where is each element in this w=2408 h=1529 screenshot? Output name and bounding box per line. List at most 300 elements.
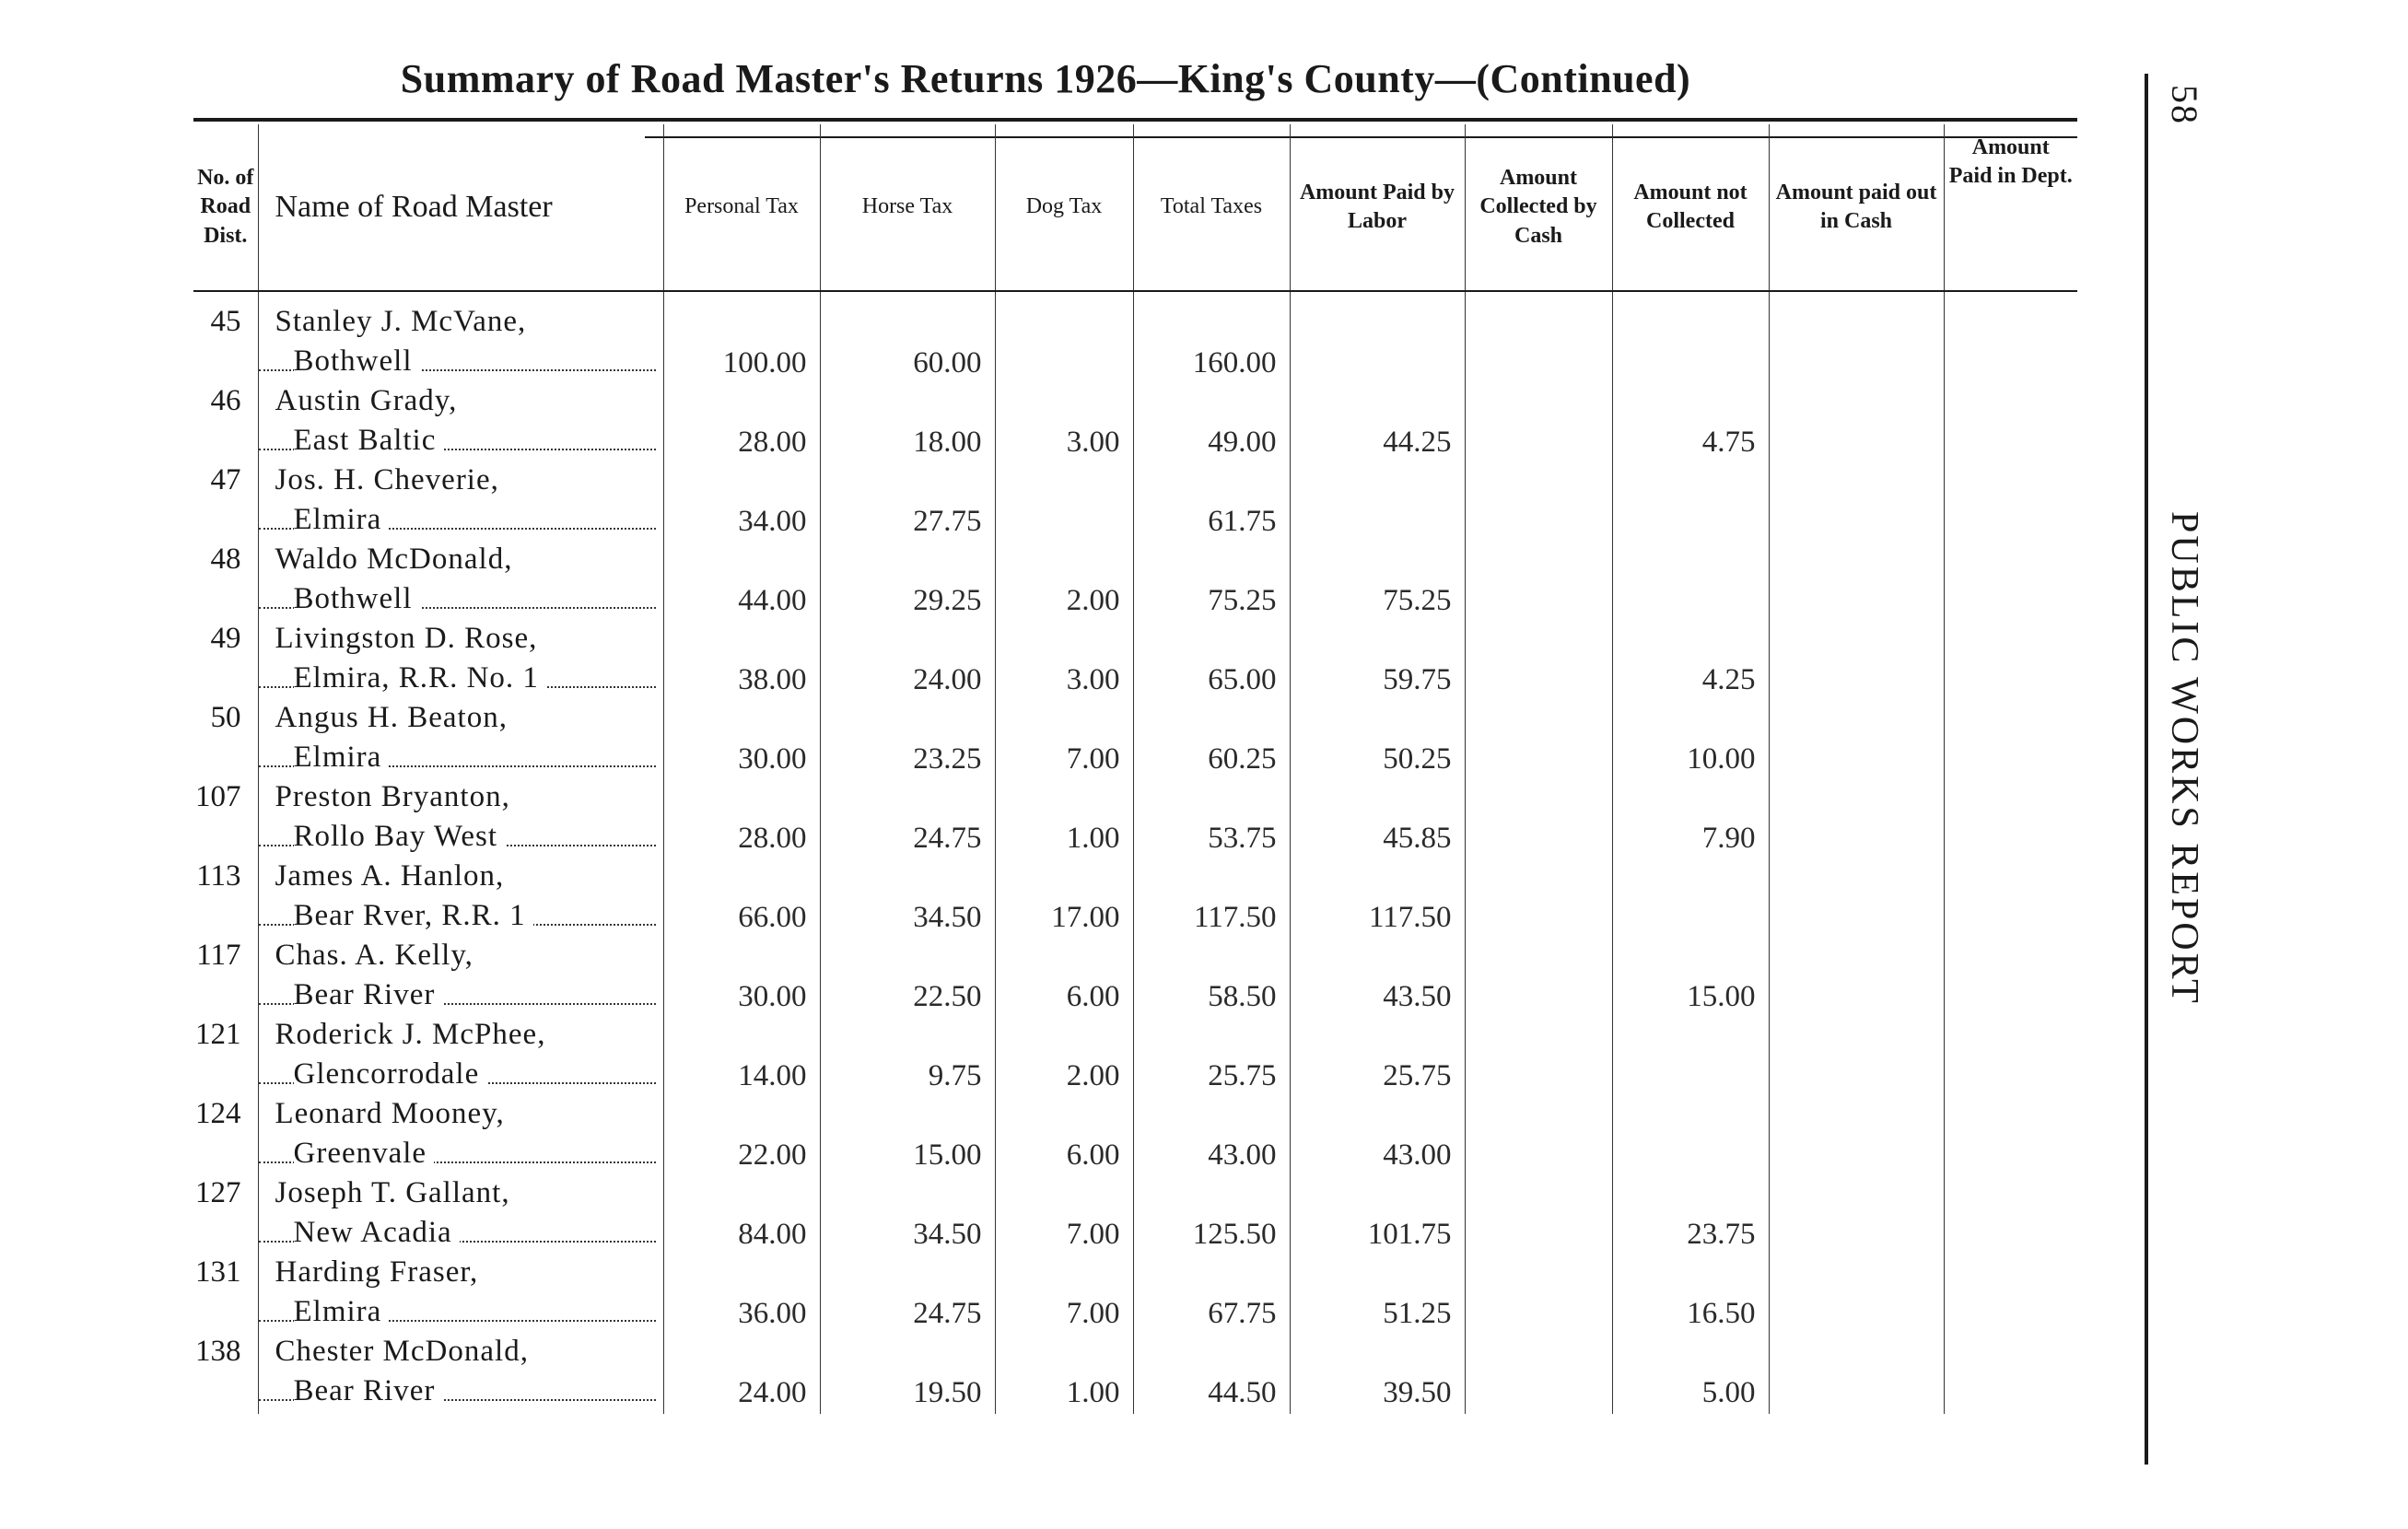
road-master-place: Glencorrodale (294, 1057, 487, 1091)
road-master-cell (258, 780, 663, 859)
table-row (193, 1018, 2077, 1097)
road-master-cell (258, 1176, 663, 1255)
dog-tax-cell (995, 1176, 1133, 1255)
dog-tax-cell (995, 859, 1133, 939)
header-collected-by-cash: Amount Collected by Cash (1465, 124, 1612, 290)
header-road-dist: No. of Road Dist. (197, 166, 254, 248)
amount-value: 53.75 (1208, 822, 1277, 855)
paid-by-labor-cell (1290, 463, 1465, 543)
road-master-cell (258, 622, 663, 701)
not-collected-cell (1612, 859, 1769, 939)
paid-in-dept-cell (1944, 939, 2077, 1018)
amount-value: 45.85 (1383, 822, 1452, 855)
header-top-rule (193, 118, 2077, 122)
horse-tax-cell (820, 543, 995, 622)
road-master-name: Preston Bryanton, (275, 780, 510, 813)
paid-by-labor-cell (1290, 1255, 1465, 1335)
road-master-cell (258, 859, 663, 939)
amount-value: 18.00 (913, 426, 982, 459)
road-dist-number: 121 (195, 1018, 241, 1051)
paid-out-cell (1769, 1176, 1944, 1255)
road-master-place: East Baltic (294, 424, 444, 458)
personal-tax-cell (663, 1255, 820, 1335)
header-not-collected: Amount not Collected (1612, 124, 1769, 290)
amount-value: 24.75 (913, 822, 982, 855)
collected-by-cash-cell (1465, 463, 1612, 543)
total-taxes-cell (1133, 1335, 1290, 1414)
paid-in-dept-cell (1944, 1176, 2077, 1255)
dog-tax-cell (995, 1335, 1133, 1414)
amount-value: 117.50 (1368, 901, 1452, 934)
horse-tax-cell (820, 463, 995, 543)
total-taxes-cell (1133, 543, 1290, 622)
road-dist-cell (193, 543, 258, 622)
amount-value: 50.25 (1383, 742, 1452, 776)
table-row (193, 939, 2077, 1018)
paid-out-cell (1769, 463, 1944, 543)
paid-out-cell (1769, 939, 1944, 1018)
amount-value: 38.00 (738, 663, 807, 696)
road-dist-number: 49 (210, 622, 241, 655)
not-collected-cell (1612, 1176, 1769, 1255)
personal-tax-cell (663, 1176, 820, 1255)
amount-value: 16.50 (1687, 1297, 1756, 1330)
amount-value: 25.75 (1383, 1059, 1452, 1092)
paid-by-labor-cell (1290, 1176, 1465, 1255)
horse-tax-cell (820, 701, 995, 780)
table-spacer-row (193, 292, 2077, 305)
amount-value: 67.75 (1208, 1297, 1277, 1330)
road-dist-cell (193, 1097, 258, 1176)
road-dist-number: 107 (195, 780, 241, 813)
road-dist-cell (193, 1018, 258, 1097)
amount-value: 34.00 (738, 505, 807, 538)
amount-value: 14.00 (738, 1059, 807, 1092)
amount-value: 125.50 (1192, 1218, 1277, 1251)
road-master-name: Leonard Mooney, (275, 1097, 505, 1130)
road-master-place: Rollo Bay West (294, 820, 506, 854)
road-dist-cell (193, 939, 258, 1018)
total-taxes-cell (1133, 1255, 1290, 1335)
road-master-place: Bear River (294, 978, 443, 1012)
dog-tax-cell (995, 1097, 1133, 1176)
amount-value: 61.75 (1208, 505, 1277, 538)
paid-by-labor-cell (1290, 859, 1465, 939)
dog-tax-cell (995, 305, 1133, 384)
not-collected-cell (1612, 939, 1769, 1018)
amount-value: 7.00 (1066, 1218, 1120, 1251)
road-master-name: Livingston D. Rose, (275, 622, 538, 655)
road-dist-number: 117 (196, 939, 241, 972)
paid-by-labor-cell (1290, 1335, 1465, 1414)
road-master-place: Bothwell (294, 344, 420, 379)
amount-value: 3.00 (1066, 663, 1120, 696)
dog-tax-cell (995, 939, 1133, 1018)
amount-value: 15.00 (1687, 980, 1756, 1013)
paid-in-dept-cell (1944, 463, 2077, 543)
amount-value: 23.25 (913, 742, 982, 776)
amount-value: 30.00 (738, 742, 807, 776)
road-master-name: Harding Fraser, (275, 1255, 479, 1289)
horse-tax-cell (820, 1335, 995, 1414)
amount-value: 49.00 (1208, 426, 1277, 459)
table-row (193, 701, 2077, 780)
amount-value: 10.00 (1687, 742, 1756, 776)
amount-value: 160.00 (1192, 346, 1277, 379)
road-master-cell (258, 939, 663, 1018)
not-collected-cell (1612, 384, 1769, 463)
paid-by-labor-cell (1290, 543, 1465, 622)
paid-out-cell (1769, 780, 1944, 859)
personal-tax-cell (663, 463, 820, 543)
collected-by-cash-cell (1465, 543, 1612, 622)
amount-value: 51.25 (1383, 1297, 1452, 1330)
personal-tax-cell (663, 701, 820, 780)
road-master-cell (258, 305, 663, 384)
not-collected-cell (1612, 543, 1769, 622)
road-master-place: Elmira, R.R. No. 1 (294, 661, 546, 695)
amount-value: 17.00 (1051, 901, 1120, 934)
paid-in-dept-cell (1944, 1255, 2077, 1335)
amount-value: 75.25 (1383, 584, 1452, 617)
amount-value: 34.50 (913, 901, 982, 934)
not-collected-cell (1612, 305, 1769, 384)
horse-tax-cell (820, 1255, 995, 1335)
paid-out-cell (1769, 305, 1944, 384)
horse-tax-cell (820, 305, 995, 384)
table-row (193, 543, 2077, 622)
header-paid-in-dept: Amount Paid in Dept. (1944, 124, 2077, 290)
road-master-cell (258, 384, 663, 463)
dog-tax-cell (995, 543, 1133, 622)
total-taxes-cell (1133, 1097, 1290, 1176)
table-row (193, 859, 2077, 939)
road-dist-number: 45 (210, 305, 241, 338)
road-master-name: James A. Hanlon, (275, 859, 505, 893)
road-master-name: Waldo McDonald, (275, 543, 513, 576)
amount-value: 22.00 (738, 1138, 807, 1172)
dog-tax-cell (995, 463, 1133, 543)
amount-value: 59.75 (1383, 663, 1452, 696)
amount-value: 36.00 (738, 1297, 807, 1330)
header-total-taxes: Total Taxes (1133, 124, 1290, 290)
paid-out-cell (1769, 622, 1944, 701)
road-master-cell (258, 1255, 663, 1335)
paid-out-cell (1769, 543, 1944, 622)
table-row (193, 1097, 2077, 1176)
amount-value: 30.00 (738, 980, 807, 1013)
collected-by-cash-cell (1465, 1176, 1612, 1255)
road-master-place: Elmira (294, 503, 390, 537)
road-dist-number: 113 (196, 859, 241, 893)
total-taxes-cell (1133, 305, 1290, 384)
paid-in-dept-cell (1944, 859, 2077, 939)
road-master-cell (258, 543, 663, 622)
amount-value: 27.75 (913, 505, 982, 538)
amount-value: 43.00 (1208, 1138, 1277, 1172)
table-body (193, 292, 2077, 1414)
not-collected-cell (1612, 1255, 1769, 1335)
amount-value: 6.00 (1066, 1138, 1120, 1172)
paid-in-dept-cell (1944, 384, 2077, 463)
amount-value: 2.00 (1066, 584, 1120, 617)
table-row (193, 1255, 2077, 1335)
dog-tax-cell (995, 1018, 1133, 1097)
amount-value: 19.50 (913, 1376, 982, 1409)
not-collected-cell (1612, 622, 1769, 701)
collected-by-cash-cell (1465, 1097, 1612, 1176)
amount-value: 23.75 (1687, 1218, 1756, 1251)
running-head: PUBLIC WORKS REPORT (2163, 511, 2205, 1006)
dog-tax-cell (995, 1255, 1133, 1335)
personal-tax-cell (663, 1018, 820, 1097)
road-master-place: New Acadia (294, 1216, 460, 1250)
amount-value: 7.90 (1701, 822, 1756, 855)
road-master-name: Austin Grady, (275, 384, 458, 417)
horse-tax-cell (820, 1176, 995, 1255)
amount-value: 43.00 (1383, 1138, 1452, 1172)
amount-value: 44.00 (738, 584, 807, 617)
road-master-returns-table (193, 124, 2077, 1414)
amount-value: 117.50 (1193, 901, 1277, 934)
amount-value: 43.50 (1383, 980, 1452, 1013)
collected-by-cash-cell (1465, 1018, 1612, 1097)
header-paid-out-in-cash: Amount paid out in Cash (1769, 124, 1944, 290)
table-row (193, 305, 2077, 384)
amount-value: 4.25 (1701, 663, 1756, 696)
amount-value: 6.00 (1066, 980, 1120, 1013)
road-dist-number: 138 (195, 1335, 241, 1368)
collected-by-cash-cell (1465, 939, 1612, 1018)
amount-value: 9.75 (928, 1059, 982, 1092)
personal-tax-cell (663, 1097, 820, 1176)
dog-tax-cell (995, 701, 1133, 780)
horse-tax-cell (820, 384, 995, 463)
collected-by-cash-cell (1465, 622, 1612, 701)
not-collected-cell (1612, 1097, 1769, 1176)
total-taxes-cell (1133, 1176, 1290, 1255)
road-dist-cell (193, 463, 258, 543)
not-collected-cell (1612, 1335, 1769, 1414)
road-master-cell (258, 1097, 663, 1176)
road-dist-cell (193, 1255, 258, 1335)
amount-value: 84.00 (738, 1218, 807, 1251)
collected-by-cash-cell (1465, 1255, 1612, 1335)
road-master-place: Elmira (294, 741, 390, 775)
header-dog-tax: Dog Tax (995, 124, 1133, 290)
road-master-place: Bothwell (294, 582, 420, 616)
road-master-name: Angus H. Beaton, (275, 701, 508, 734)
road-dist-number: 124 (195, 1097, 241, 1130)
collected-by-cash-cell (1465, 780, 1612, 859)
road-dist-number: 50 (210, 701, 241, 734)
road-dist-cell (193, 1176, 258, 1255)
road-master-name: Roderick J. McPhee, (275, 1018, 546, 1051)
amount-value: 44.50 (1208, 1376, 1277, 1409)
dog-tax-cell (995, 622, 1133, 701)
paid-in-dept-cell (1944, 1335, 2077, 1414)
paid-in-dept-cell (1944, 1018, 2077, 1097)
amount-value: 2.00 (1066, 1059, 1120, 1092)
paid-out-cell (1769, 1097, 1944, 1176)
amount-value: 60.25 (1208, 742, 1277, 776)
paid-by-labor-cell (1290, 701, 1465, 780)
amount-value: 65.00 (1208, 663, 1277, 696)
road-dist-cell (193, 780, 258, 859)
road-dist-number: 47 (210, 463, 241, 496)
road-master-name: Stanley J. McVane, (275, 305, 527, 338)
amount-value: 75.25 (1208, 584, 1277, 617)
road-master-cell (258, 1335, 663, 1414)
amount-value: 1.00 (1066, 822, 1120, 855)
table-row (193, 463, 2077, 543)
personal-tax-cell (663, 939, 820, 1018)
horse-tax-cell (820, 1018, 995, 1097)
total-taxes-cell (1133, 463, 1290, 543)
amount-value: 44.25 (1383, 426, 1452, 459)
amount-value: 24.00 (913, 663, 982, 696)
collected-by-cash-cell (1465, 384, 1612, 463)
road-master-name: Joseph T. Gallant, (275, 1176, 510, 1209)
road-dist-cell (193, 622, 258, 701)
personal-tax-cell (663, 622, 820, 701)
table-row (193, 780, 2077, 859)
paid-by-labor-cell (1290, 939, 1465, 1018)
personal-tax-cell (663, 859, 820, 939)
amount-value: 58.50 (1208, 980, 1277, 1013)
page-title: Summary of Road Master's Returns 1926—King's County—(Continued) (400, 56, 1691, 101)
personal-tax-cell (663, 1335, 820, 1414)
paid-out-cell (1769, 384, 1944, 463)
margin-rule (2145, 74, 2148, 1465)
table-row (193, 1335, 2077, 1414)
not-collected-cell (1612, 1018, 1769, 1097)
amount-value: 60.00 (913, 346, 982, 379)
amount-value: 24.75 (913, 1297, 982, 1330)
paid-by-labor-cell (1290, 1097, 1465, 1176)
amount-value: 3.00 (1066, 426, 1120, 459)
road-master-name: Jos. H. Cheverie, (275, 463, 499, 496)
dog-tax-cell (995, 780, 1133, 859)
paid-in-dept-cell (1944, 622, 2077, 701)
paid-in-dept-cell (1944, 305, 2077, 384)
collected-by-cash-cell (1465, 305, 1612, 384)
header-personal-tax: Personal Tax (663, 124, 820, 290)
amount-value: 101.75 (1367, 1218, 1452, 1251)
road-master-cell (258, 1018, 663, 1097)
horse-tax-cell (820, 939, 995, 1018)
header-horse-tax: Horse Tax (820, 124, 995, 290)
paid-in-dept-cell (1944, 780, 2077, 859)
road-dist-cell (193, 859, 258, 939)
paid-by-labor-cell (1290, 384, 1465, 463)
road-dist-number: 48 (210, 543, 241, 576)
amount-value: 24.00 (738, 1376, 807, 1409)
road-master-place: Bear Rver, R.R. 1 (294, 899, 533, 933)
road-master-place: Greenvale (294, 1137, 435, 1171)
header-name: Name of Road Master (258, 124, 663, 290)
paid-in-dept-cell (1944, 701, 2077, 780)
horse-tax-cell (820, 859, 995, 939)
horse-tax-cell (820, 622, 995, 701)
amount-value: 1.00 (1066, 1376, 1120, 1409)
road-master-name: Chester McDonald, (275, 1335, 529, 1368)
personal-tax-cell (663, 305, 820, 384)
road-dist-cell (193, 305, 258, 384)
collected-by-cash-cell (1465, 701, 1612, 780)
personal-tax-cell (663, 384, 820, 463)
collected-by-cash-cell (1465, 1335, 1612, 1414)
total-taxes-cell (1133, 780, 1290, 859)
paid-out-cell (1769, 859, 1944, 939)
table-row (193, 384, 2077, 463)
dog-tax-cell (995, 384, 1133, 463)
amount-value: 28.00 (738, 822, 807, 855)
amount-value: 66.00 (738, 901, 807, 934)
table-row (193, 1176, 2077, 1255)
not-collected-cell (1612, 463, 1769, 543)
paid-in-dept-cell (1944, 543, 2077, 622)
road-master-place: Elmira (294, 1295, 390, 1329)
road-dist-number: 46 (210, 384, 241, 417)
paid-in-dept-cell (1944, 1097, 2077, 1176)
road-dist-number: 131 (195, 1255, 241, 1289)
road-dist-cell (193, 1335, 258, 1414)
road-master-name: Chas. A. Kelly, (275, 939, 473, 972)
personal-tax-cell (663, 780, 820, 859)
paid-by-labor-cell (1290, 1018, 1465, 1097)
amount-value: 100.00 (722, 346, 807, 379)
paid-out-cell (1769, 1255, 1944, 1335)
amount-value: 15.00 (913, 1138, 982, 1172)
road-master-place: Bear River (294, 1374, 443, 1408)
amount-value: 4.75 (1701, 426, 1756, 459)
amount-value: 25.75 (1208, 1059, 1277, 1092)
horse-tax-cell (820, 780, 995, 859)
header-row (193, 124, 2077, 290)
amount-value: 22.50 (913, 980, 982, 1013)
amount-value: 7.00 (1066, 1297, 1120, 1330)
road-master-cell (258, 701, 663, 780)
road-dist-cell (193, 384, 258, 463)
total-taxes-cell (1133, 384, 1290, 463)
total-taxes-cell (1133, 939, 1290, 1018)
not-collected-cell (1612, 780, 1769, 859)
collected-by-cash-cell (1465, 859, 1612, 939)
amount-value: 5.00 (1701, 1376, 1756, 1409)
amount-value: 7.00 (1066, 742, 1120, 776)
paid-out-cell (1769, 1335, 1944, 1414)
road-master-cell (258, 463, 663, 543)
total-taxes-cell (1133, 701, 1290, 780)
paid-out-cell (1769, 1018, 1944, 1097)
horse-tax-cell (820, 1097, 995, 1176)
paid-by-labor-cell (1290, 305, 1465, 384)
personal-tax-cell (663, 543, 820, 622)
amount-value: 34.50 (913, 1218, 982, 1251)
amount-value: 29.25 (913, 584, 982, 617)
amount-value: 28.00 (738, 426, 807, 459)
total-taxes-cell (1133, 622, 1290, 701)
header-paid-by-labor: Amount Paid by Labor (1290, 124, 1465, 290)
road-dist-number: 127 (195, 1176, 241, 1209)
not-collected-cell (1612, 701, 1769, 780)
amount-value: 39.50 (1383, 1376, 1452, 1409)
table-row (193, 622, 2077, 701)
paid-by-labor-cell (1290, 780, 1465, 859)
total-taxes-cell (1133, 1018, 1290, 1097)
page-number: 58 (2164, 85, 2205, 125)
